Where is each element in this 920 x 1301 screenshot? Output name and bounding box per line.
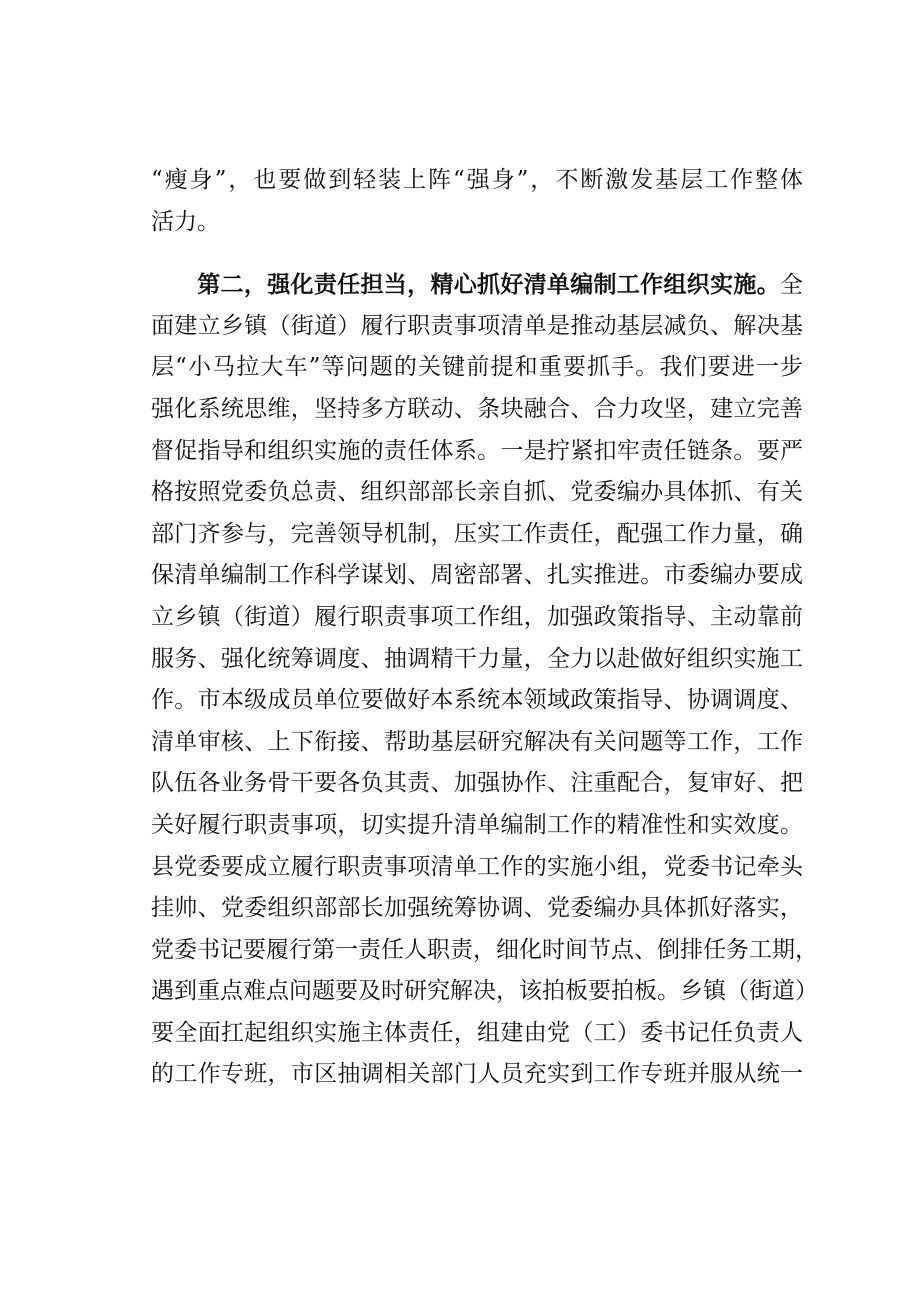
paragraph-2-line: 党委书记要履行第一责任人职责，细化时间节点、倒排任务工期，	[151, 936, 818, 963]
paragraph-2-line: 部门齐参与，完善领导机制，压实工作责任，配强工作力量，确	[151, 520, 803, 547]
paragraph-2-line: 格按照党委负总责、组织部部长亲自抓、党委编办具体抓、有关	[151, 479, 803, 506]
paragraph-1-line-1: “瘦身”，也要做到轻装上阵“强身”，不断激发基层工作整体	[151, 167, 803, 193]
paragraph-2-line: 立乡镇（街道）履行职责事项工作组，加强政策指导、主动靠前	[151, 603, 803, 630]
paragraph-2-line: 保清单编制工作科学谋划、周密部署、扎实推进。市委编办要成	[151, 562, 803, 589]
paragraph-2-line: 服务、强化统筹调度、抽调精干力量，全力以赴做好组织实施工	[151, 645, 803, 672]
paragraph-2-line: 县党委要成立履行职责事项清单工作的实施小组，党委书记牵头	[151, 853, 803, 880]
paragraph-2-line: 强化系统思维，坚持多方联动、条块融合、合力攻坚，建立完善	[151, 395, 803, 422]
paragraph-gap	[151, 243, 803, 264]
paragraph-2-line: 清单审核、上下衔接、帮助基层研究解决有关问题等工作，工作	[151, 728, 803, 755]
paragraph-2-line: 队伍各业务骨干要各负其责、加强协作、注重配合，复审好、把	[151, 770, 803, 797]
paragraph-2-line: 的工作专班，市区抽调相关部门人员充实到工作专班并服从统一	[151, 1061, 803, 1088]
paragraph-2-heading: 第二，强化责任担当，精心抓好清单编制工作组织实施。	[197, 271, 780, 299]
paragraph-2-line: 挂帅、党委组织部部长加强统筹协调、党委编办具体抓好落实，	[151, 895, 803, 922]
paragraph-2-line: 要全面扛起组织实施主体责任，组建由党（工）委书记任负责人	[151, 1019, 803, 1046]
paragraph-2-first-line-rest: 全	[780, 272, 803, 299]
paragraph-2-first-line	[151, 264, 803, 306]
paragraph-2-line: 督促指导和组织实施的责任体系。一是拧紧扣牢责任链条。要严	[151, 437, 803, 464]
paragraph-2-line: 层“小马拉大车”等问题的关键前提和重要抓手。我们要进一步	[151, 354, 803, 381]
paragraph-2-line: 面建立乡镇（街道）履行职责事项清单是推动基层减负、解决基	[151, 312, 803, 339]
paragraph-2-line: 遇到重点难点问题要及时研究解决，该拍板要拍板。乡镇（街道）	[151, 978, 818, 1005]
paragraph-2-line: 作。市本级成员单位要做好本系统本领域政策指导、协调调度、	[151, 687, 803, 714]
paragraph-2-line: 关好履行职责事项，切实提升清单编制工作的精准性和实效度。	[151, 811, 803, 838]
paragraph-1-line-2: 活力。	[151, 208, 220, 235]
document-body	[151, 160, 818, 1096]
